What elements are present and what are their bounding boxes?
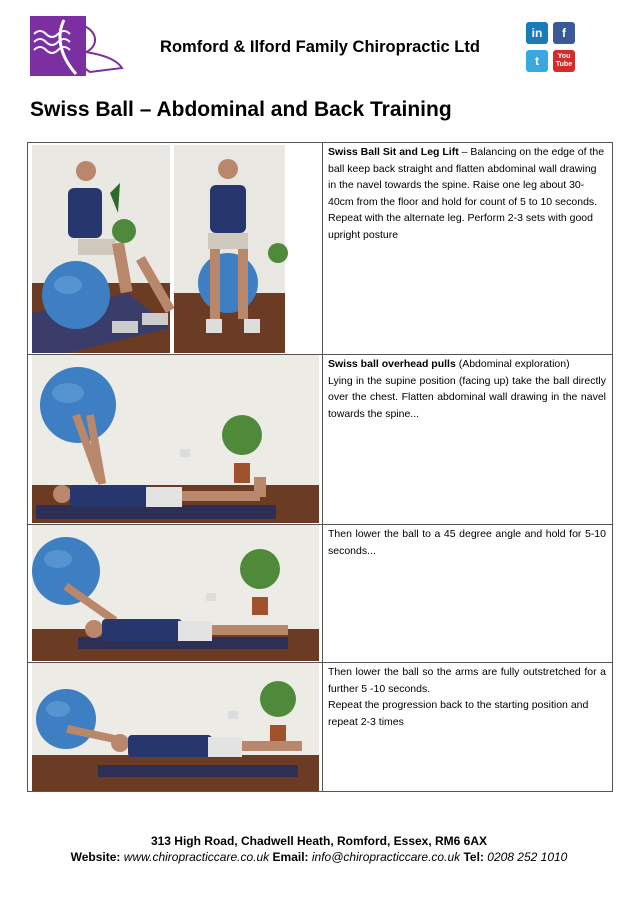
linkedin-icon[interactable]: in	[526, 22, 548, 44]
exercise-text-outstretched	[323, 663, 612, 791]
exercise-table	[27, 142, 613, 792]
exercise-text-overhead-pull	[323, 355, 612, 525]
youtube-icon[interactable]: You Tube	[553, 50, 575, 72]
exercise-text-45-degree	[323, 525, 612, 663]
exercise-text-sit-leg-lift	[323, 143, 612, 355]
exercise-description: Then lower the ball to a 45 degree angle and hold for 5-10 seconds...	[328, 528, 606, 557]
exercise-subheading: (Abdominal exploration)	[455, 358, 570, 370]
exercise-description: – Balancing on the edge of the ball keep back straight and flatten abdominal wall drawing in the navel towards the spine. Raise one leg about 30-40cm from the floor and hold for count of 5 to 10 seconds. Repeat with the alternate leg. Perform 2-3 sets with good upright posture	[328, 146, 605, 241]
tel-number: 0208 252 1010	[487, 850, 568, 864]
page-title: Swiss Ball – Abdominal and Back Training	[30, 98, 452, 121]
exercise-description: Lying in the supine position (facing up) take the ball directly over the chest. Flatten abdominal wall drawing in the navel towards the spine...	[328, 374, 606, 420]
email-label: Email:	[272, 850, 309, 864]
email-link[interactable]: info@chiropracticcare.co.uk	[311, 850, 461, 864]
footer-address: 313 High Road, Chadwell Heath, Romford, Essex, RM6 6AX	[150, 834, 488, 848]
exercise-heading: Swiss ball overhead pulls	[328, 358, 456, 370]
facebook-icon[interactable]: f	[553, 22, 575, 44]
company-name: Romford & Ilford Family Chiropractic Ltd	[160, 38, 480, 56]
twitter-icon[interactable]: t	[526, 50, 548, 72]
exercise-photo-overhead-pull	[28, 355, 323, 525]
website-link[interactable]: www.chiropracticcare.co.uk	[123, 850, 270, 864]
exercise-description: Then lower the ball so the arms are fully outstretched for a further 5 -10 seconds.	[328, 666, 606, 695]
footer-contact	[0, 850, 638, 864]
exercise-photo-outstretched	[28, 663, 323, 791]
tel-label: Tel:	[463, 850, 484, 864]
exercise-photo-45-degree	[28, 525, 323, 663]
exercise-photo-sit-leg-lift	[28, 143, 323, 355]
company-logo	[30, 16, 126, 76]
website-label: Website:	[70, 850, 121, 864]
exercise-heading: Swiss Ball Sit and Leg Lift	[328, 146, 459, 158]
exercise-description-2: Repeat the progression back to the starting position and repeat 2-3 times	[328, 699, 589, 728]
